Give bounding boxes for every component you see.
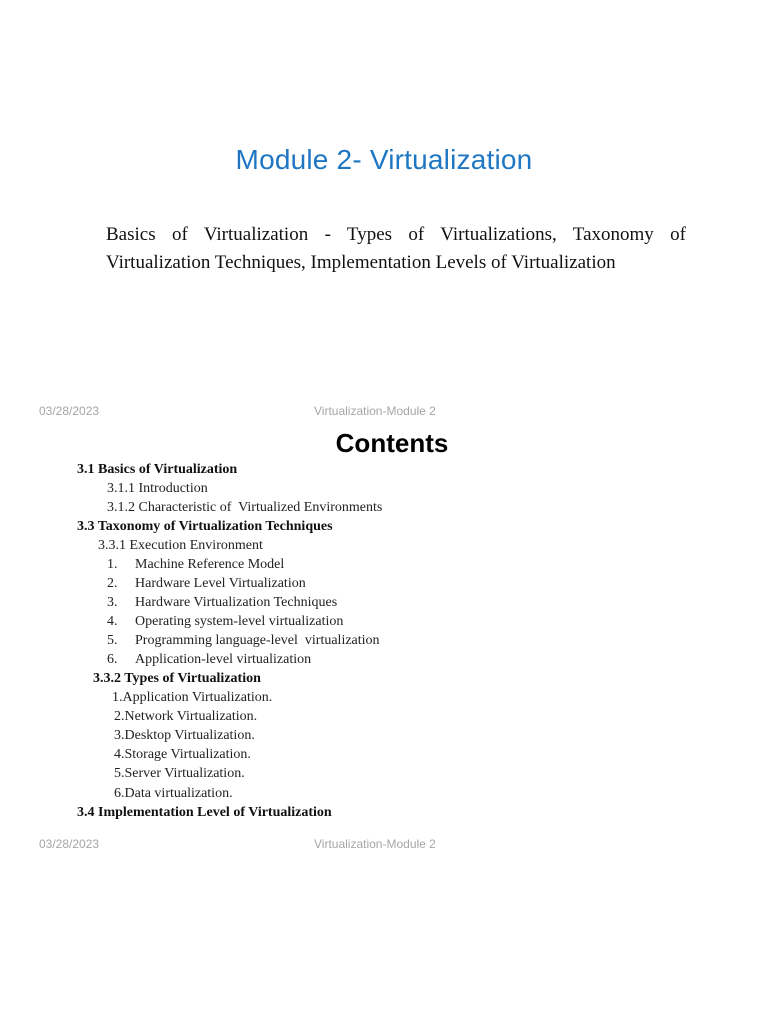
toc-type-item: 3.Desktop Virtualization. [114, 728, 255, 743]
toc-section-3-1: 3.1 Basics of Virtualization [77, 462, 238, 477]
toc-item-number: 1. [107, 557, 118, 572]
toc-item-label: Machine Reference Model [135, 557, 285, 572]
toc-item-label: Hardware Virtualization Techniques [135, 595, 338, 610]
toc-item-number: 4. [107, 614, 118, 629]
toc-item-3-3-1: 3.3.1 Execution Environment [98, 538, 263, 553]
toc-section-3-4: 3.4 Implementation Level of Virtualization [77, 805, 332, 820]
contents-heading: Contents [335, 428, 449, 458]
toc-section-3-3: 3.3 Taxonomy of Virtualization Techniques [77, 519, 333, 534]
toc-type-item: 2.Network Virtualization. [114, 709, 258, 724]
footer-date: 03/28/2023 [39, 404, 100, 418]
subtitle-line-2: Virtualization Techniques, Implementation Levels of Virtualization [106, 252, 616, 273]
toc-type-item: 4.Storage Virtualization. [114, 747, 251, 762]
toc-numbered-item [107, 557, 284, 573]
slide-title [0, 0, 768, 428]
toc-section-3-3-2: 3.3.2 Types of Virtualization [93, 671, 261, 686]
footer-module: Virtualization-Module 2 [314, 837, 436, 851]
slide-contents [0, 428, 768, 858]
toc-item-number: 3. [107, 595, 118, 610]
footer-module: Virtualization-Module 2 [314, 404, 436, 418]
toc-item-label: Application-level virtualization [135, 652, 312, 667]
slide-title-heading: Module 2- Virtualization [235, 144, 533, 175]
toc-item-3-1-2: 3.1.2 Characteristic of Virtualized Environments [107, 500, 383, 515]
toc-numbered-item [107, 652, 311, 668]
toc-numbered-item [107, 576, 306, 592]
toc-item-label: Hardware Level Virtualization [135, 576, 306, 591]
subtitle-line-1: Basics of Virtualization - Types of Virtualizations, Taxonomy of [106, 224, 686, 245]
toc-item-3-1-1: 3.1.1 Introduction [107, 481, 208, 496]
toc-type-item: 1.Application Virtualization. [112, 690, 273, 705]
toc-numbered-item [107, 633, 380, 649]
toc-numbered-item [107, 614, 343, 630]
toc-item-number: 5. [107, 633, 118, 648]
toc-item-label: Operating system-level virtualization [135, 614, 344, 629]
footer-date: 03/28/2023 [39, 837, 100, 851]
toc-type-item: 5.Server Virtualization. [114, 766, 245, 781]
toc-item-label: Programming language-level virtualization [135, 633, 380, 648]
toc-type-item: 6.Data virtualization. [114, 786, 233, 801]
toc-item-number: 6. [107, 652, 118, 667]
toc-numbered-item [107, 595, 337, 611]
toc-item-number: 2. [107, 576, 118, 591]
slide-title-subtitle [106, 221, 686, 277]
